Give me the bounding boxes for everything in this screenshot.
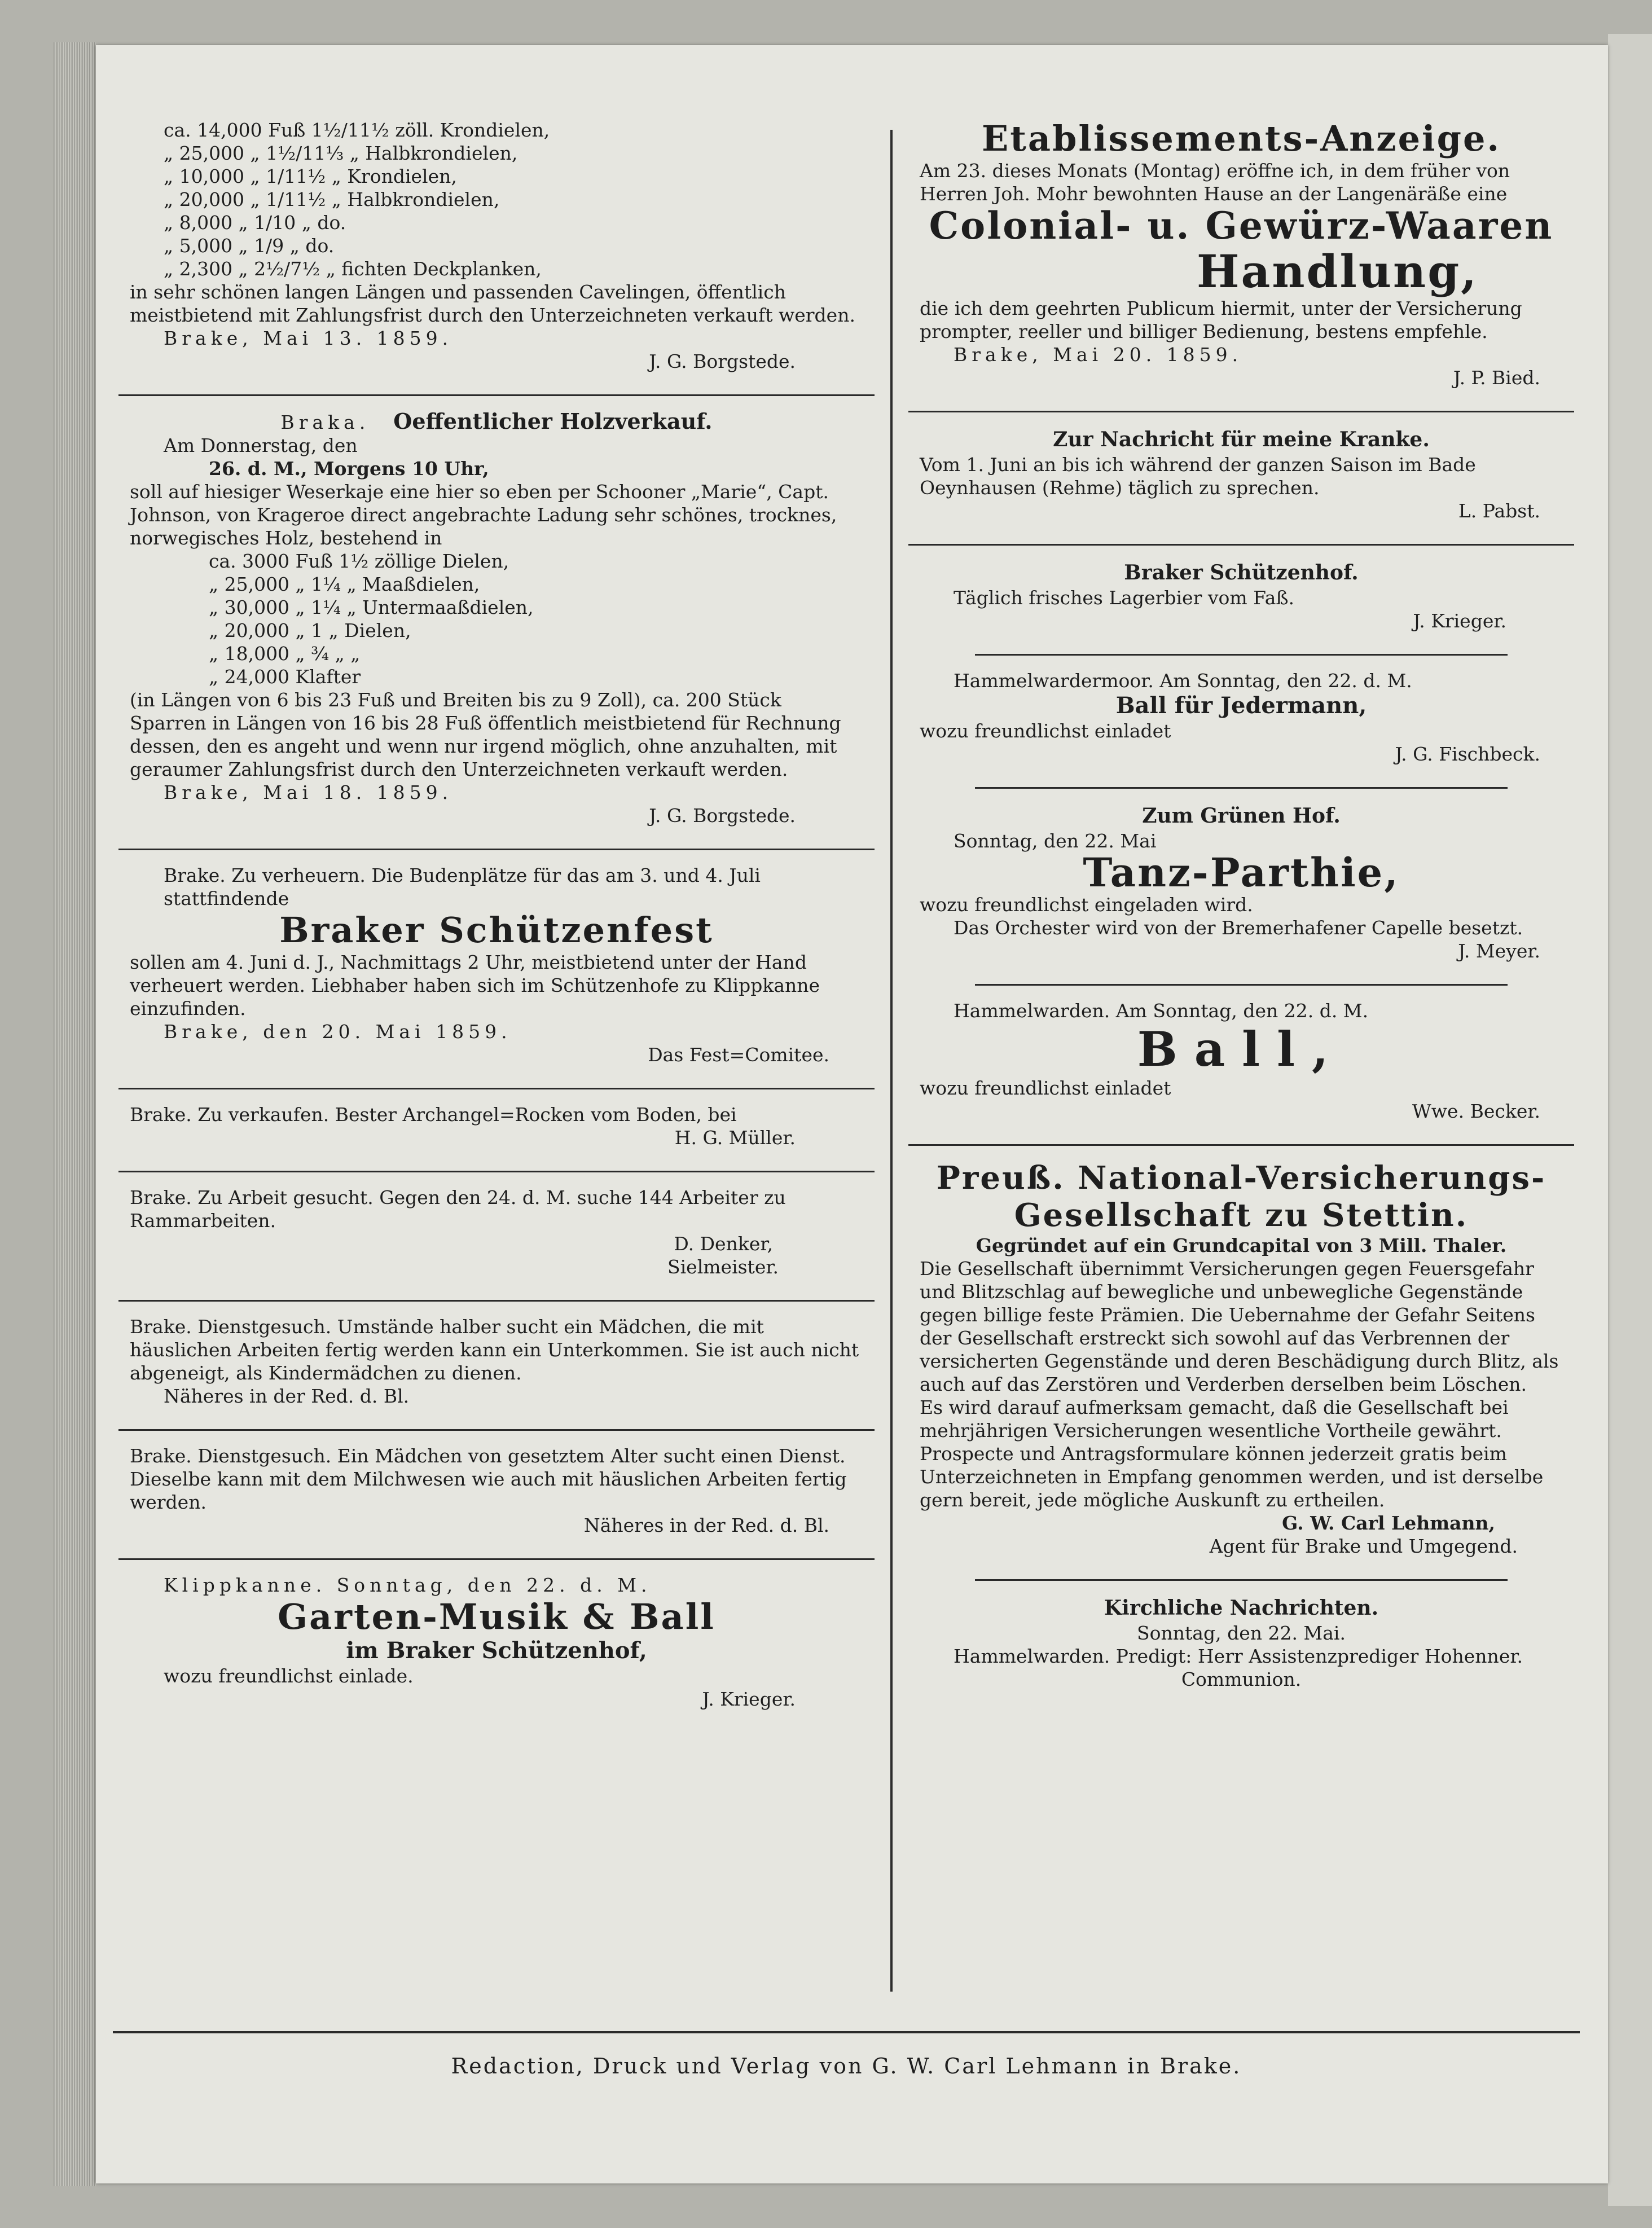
ad-headline-large: Handlung, bbox=[1196, 245, 1478, 298]
ad-nachricht-kranke bbox=[908, 420, 1574, 536]
ad-body-text: die ich dem geehrten Publicum hiermit, unter der Versicherung prompter, reeller und billiger Bedienung, bestens empfehle. bbox=[920, 297, 1522, 342]
ad-signature: J. Krieger. bbox=[1413, 610, 1506, 632]
lumber-line: „ 20,000 „ 1/11½ „ Halbkrondielen, bbox=[164, 188, 500, 210]
ad-roggen bbox=[118, 1097, 875, 1163]
ad-body-text: Brake. Zu verkaufen. Bester Archangel=Rocken vom Boden, bei bbox=[130, 1104, 737, 1126]
ad-body-text: Das Orchester wird von der Bremerhafener Capelle besetzt. bbox=[954, 917, 1523, 939]
ad-signature: L. Pabst. bbox=[1458, 500, 1540, 522]
ad-subheadline: im Braker Schützenhof, bbox=[346, 1637, 647, 1664]
ad-body-text: (in Längen von 6 bis 23 Fuß und Breiten bis zu 9 Zoll), ca. 200 Stück Sparren in Längen von 16 bis 28 Fuß öffentlich meistbietend für Rechnung dessen, den es angeht und wenn nur irgend möglich, ohne anzuhalten, mit geraumer Zahlungsfrist durch den Unterzeichneten verkauft werden. bbox=[130, 689, 841, 780]
ad-subheadline: Gegründet auf ein Grundcapital von 3 Mill. Thaler. bbox=[976, 1234, 1507, 1256]
ad-headline-large: Ball, bbox=[1137, 1021, 1346, 1077]
ad-body-text: wozu freundlichst einladet bbox=[920, 720, 1171, 742]
ad-date: Brake, den 20. Mai 1859. bbox=[164, 1021, 512, 1043]
ad-title: Oeffentlicher Holzverkauf. bbox=[393, 408, 713, 434]
ad-body-text: Es wird darauf aufmerksam gemacht, daß die Gesellschaft bei mehrjährigen Versicherungen wesentliche Vortheile gewährt. bbox=[920, 1396, 1509, 1442]
ad-note: Näheres in der Red. d. Bl. bbox=[583, 1514, 829, 1536]
ad-arbeit bbox=[118, 1180, 875, 1292]
ad-body-text: Hammelwarden. Am Sonntag, den 22. d. M. bbox=[954, 1000, 1369, 1022]
section-rule bbox=[118, 394, 875, 396]
ad-braker-schuetzenhof bbox=[908, 553, 1574, 646]
ad-signature: G. W. Carl Lehmann, bbox=[1282, 1512, 1495, 1534]
section-rule bbox=[118, 849, 875, 850]
section-rule bbox=[118, 1429, 875, 1431]
lumber-line: ca. 14,000 Fuß 1½/11½ zöll. Krondielen, bbox=[164, 119, 550, 141]
ad-body-text: Brake. Zu Arbeit gesucht. Gegen den 24. d. M. suche 144 Arbeiter zu Rammarbeiten. bbox=[130, 1186, 786, 1232]
ad-signature: J. P. Bied. bbox=[1453, 367, 1540, 389]
ad-when: 26. d. M., Morgens 10 Uhr, bbox=[209, 458, 489, 480]
ad-headline: Garten-Musik & Ball bbox=[278, 1596, 715, 1637]
ad-dienstgesuch-2 bbox=[118, 1439, 875, 1550]
ad-body-text: Täglich frisches Lagerbier vom Faß. bbox=[954, 587, 1295, 609]
lumber-line: „ 5,000 „ 1/9 „ do. bbox=[164, 235, 335, 257]
ad-place: Braka. bbox=[280, 411, 370, 433]
lumber-line: „ 30,000 „ 1¼ „ Untermaaßdielen, bbox=[209, 596, 534, 618]
book-page-edges bbox=[54, 42, 96, 2186]
ad-body-text: Am 23. dieses Monats (Montag) eröffne ich, in dem früher von Herren Joh. Mohr bewohnten Hause an der Langenäräße eine bbox=[920, 160, 1510, 205]
ad-etablissement bbox=[908, 113, 1574, 403]
lumber-line: „ 20,000 „ 1 „ Dielen, bbox=[209, 619, 411, 641]
ad-date: Brake, Mai 13. 1859. bbox=[164, 327, 453, 349]
section-rule bbox=[118, 1558, 875, 1560]
section-rule bbox=[908, 1144, 1574, 1146]
ad-body-text: Prospecte und Antragsformulare können jederzeit gratis beim Unterzeichneten in Empfang genommen werden, und ist derselbe gern bereit, jede mögliche Auskunft zu ertheilen. bbox=[920, 1443, 1544, 1511]
ad-body-text: wozu freundlichst einlade. bbox=[164, 1665, 414, 1687]
ad-garten-musik bbox=[118, 1568, 875, 1724]
section-rule bbox=[975, 984, 1508, 986]
ad-signature: J. G. Borgstede. bbox=[649, 805, 796, 827]
lumber-line: „ 18,000 „ ¾ „ „ bbox=[209, 643, 361, 665]
imprint-footer: Redaction, Druck und Verlag von G. W. Carl Lehmann in Brake. bbox=[451, 2054, 1242, 2078]
left-column bbox=[118, 113, 875, 1724]
ad-signature: Das Fest=Comitee. bbox=[648, 1044, 829, 1066]
ad-signature: J. G. Borgstede. bbox=[649, 350, 796, 372]
ad-headline-large: Colonial- u. Gewürz-Waaren bbox=[929, 204, 1554, 248]
ad-versicherung bbox=[908, 1154, 1574, 1571]
ad-body-text: Klippkanne. Sonntag, den 22. d. M. bbox=[164, 1574, 652, 1596]
ad-body-text: Vom 1. Juni an bis ich während der ganzen Saison im Bade Oeynhausen (Rehme) täglich zu sprechen. bbox=[920, 454, 1476, 499]
ad-signature: J. G. Fischbeck. bbox=[1395, 743, 1540, 765]
ad-signature-title: Agent für Brake und Umgegend. bbox=[1209, 1535, 1518, 1557]
section-rule bbox=[975, 654, 1508, 656]
section-rule bbox=[118, 1300, 875, 1302]
ad-holzverkauf-borgstede-2 bbox=[118, 404, 875, 841]
lumber-line: „ 25,000 „ 1¼ „ Maaßdielen, bbox=[209, 573, 480, 595]
ad-signature: J. Krieger. bbox=[702, 1688, 796, 1710]
ad-headline: Kirchliche Nachrichten. bbox=[1104, 1596, 1379, 1620]
ad-signature: D. Denker, bbox=[674, 1233, 773, 1255]
ad-signature-title: Sielmeister. bbox=[667, 1256, 779, 1278]
ad-headline: Etablissements-Anzeige. bbox=[982, 118, 1501, 159]
ad-headline: Braker Schützenhof. bbox=[1124, 561, 1359, 585]
ad-signature: H. G. Müller. bbox=[674, 1127, 796, 1149]
ad-signature: Wwe. Becker. bbox=[1412, 1100, 1540, 1122]
ad-body-text: Sonntag, den 22. Mai bbox=[954, 830, 1157, 852]
section-rule bbox=[908, 411, 1574, 412]
ad-headline: Zum Grünen Hof. bbox=[1142, 804, 1341, 828]
section-rule bbox=[118, 1171, 875, 1172]
section-rule bbox=[975, 1579, 1508, 1581]
section-rule bbox=[908, 544, 1574, 546]
ad-headline-large: Tanz-Parthie, bbox=[1083, 849, 1400, 896]
ad-body-text: Die Gesellschaft übernimmt Versicherungen gegen Feuersgefahr und Blitzschlag auf bewegliche und unbewegliche Gegenstände gegen billige feste Prämien. Die Uebernahme der Gefahr Seitens der Gesellschaft erstreckt sich sowohl auf das Verbrennen der versicherten Gegenstände und deren Beschädigung durch Blitz, als auch auf das Zerstören und Verderben derselben beim Löschen. bbox=[920, 1258, 1559, 1395]
ad-headline: Gesellschaft zu Stettin. bbox=[1014, 1197, 1469, 1234]
ad-body-text: Hammelwarden. Predigt: Herr Assistenzprediger Hohenner. bbox=[954, 1645, 1523, 1667]
ad-body-text: in sehr schönen langen Längen und passenden Cavelingen, öffentlich meistbietend mit Zahlungsfrist durch den Unterzeichneten verkauft werden. bbox=[130, 281, 855, 326]
ad-intro: Am Donnerstag, den bbox=[164, 434, 358, 456]
ad-body-text: Communion. bbox=[1181, 1668, 1302, 1690]
ad-dienstgesuch-1 bbox=[118, 1309, 875, 1421]
ad-body-text: wozu freundlichst einladet bbox=[920, 1077, 1171, 1099]
ad-headline: Braker Schützenfest bbox=[279, 909, 714, 951]
ad-signature: J. Meyer. bbox=[1458, 940, 1540, 962]
lumber-line: ca. 3000 Fuß 1½ zöllige Dielen, bbox=[209, 550, 509, 572]
ad-date: Sonntag, den 22. Mai. bbox=[1137, 1622, 1346, 1644]
ad-date: Brake, Mai 18. 1859. bbox=[164, 781, 453, 803]
lumber-line: „ 25,000 „ 1½/11⅓ „ Halbkrondielen, bbox=[164, 142, 518, 164]
ad-body-text: wozu freundlichst eingeladen wird. bbox=[920, 894, 1253, 916]
lumber-line: „ 2,300 „ 2½/7½ „ fichten Deckplanken, bbox=[164, 258, 542, 280]
ad-body-text: Brake. Dienstgesuch. Ein Mädchen von gesetztem Alter sucht einen Dienst. Dieselbe kann mit dem Milchwesen wie auch mit häuslichen Arbeiten fertig werden. bbox=[130, 1445, 847, 1513]
column-divider bbox=[890, 130, 893, 1992]
section-rule bbox=[975, 787, 1508, 789]
facing-page-strip bbox=[1608, 34, 1652, 2206]
ad-gruener-hof bbox=[908, 797, 1574, 976]
ad-headline: Ball für Jedermann, bbox=[1115, 692, 1367, 719]
ad-hammelwarden-ball bbox=[908, 994, 1574, 1136]
lumber-line: „ 24,000 Klafter bbox=[209, 666, 361, 688]
lumber-line: „ 10,000 „ 1/11½ „ Krondielen, bbox=[164, 165, 457, 187]
ad-holzverkauf-borgstede-1 bbox=[118, 113, 875, 386]
section-rule bbox=[118, 1088, 875, 1089]
ad-schuetzenfest bbox=[118, 858, 875, 1080]
ad-date: Brake, Mai 20. 1859. bbox=[954, 344, 1243, 366]
ad-headline: Preuß. National-Versicherungs- bbox=[936, 1159, 1546, 1197]
ad-body-text: soll auf hiesiger Weserkaje eine hier so eben per Schooner „Marie“, Capt. Johnson, von Krageroe direct angebrachte Ladung sehr schönes, trocknes, norwegisches Holz, bestehend in bbox=[130, 481, 837, 549]
ad-hammelwardermoor-ball bbox=[908, 663, 1574, 779]
ad-headline: Zur Nachricht für meine Kranke. bbox=[1053, 428, 1430, 451]
ad-body-text: Brake. Zu verheuern. Die Budenplätze für das am 3. und 4. Juli stattfindende bbox=[164, 864, 761, 909]
ad-body-text: sollen am 4. Juni d. J., Nachmittags 2 Uhr, meistbietend unter der Hand verheuert werden. Liebhaber haben sich im Schützenhofe zu Klippkanne einzufinden. bbox=[130, 951, 820, 1019]
ad-kirchliche-nachrichten bbox=[908, 1589, 1574, 1704]
lumber-line: „ 8,000 „ 1/10 „ do. bbox=[164, 212, 346, 234]
right-column bbox=[908, 113, 1574, 1704]
ad-note: Näheres in der Red. d. Bl. bbox=[164, 1385, 410, 1407]
footer-rule bbox=[113, 2031, 1580, 2033]
ad-body-text: Brake. Dienstgesuch. Umstände halber sucht ein Mädchen, die mit häuslichen Arbeiten fertig werden kann ein Unterkommen. Sie ist auch nicht abgeneigt, als Kindermädchen zu dienen. bbox=[130, 1316, 859, 1384]
ad-body-text: Hammelwardermoor. Am Sonntag, den 22. d. M. bbox=[954, 670, 1412, 692]
